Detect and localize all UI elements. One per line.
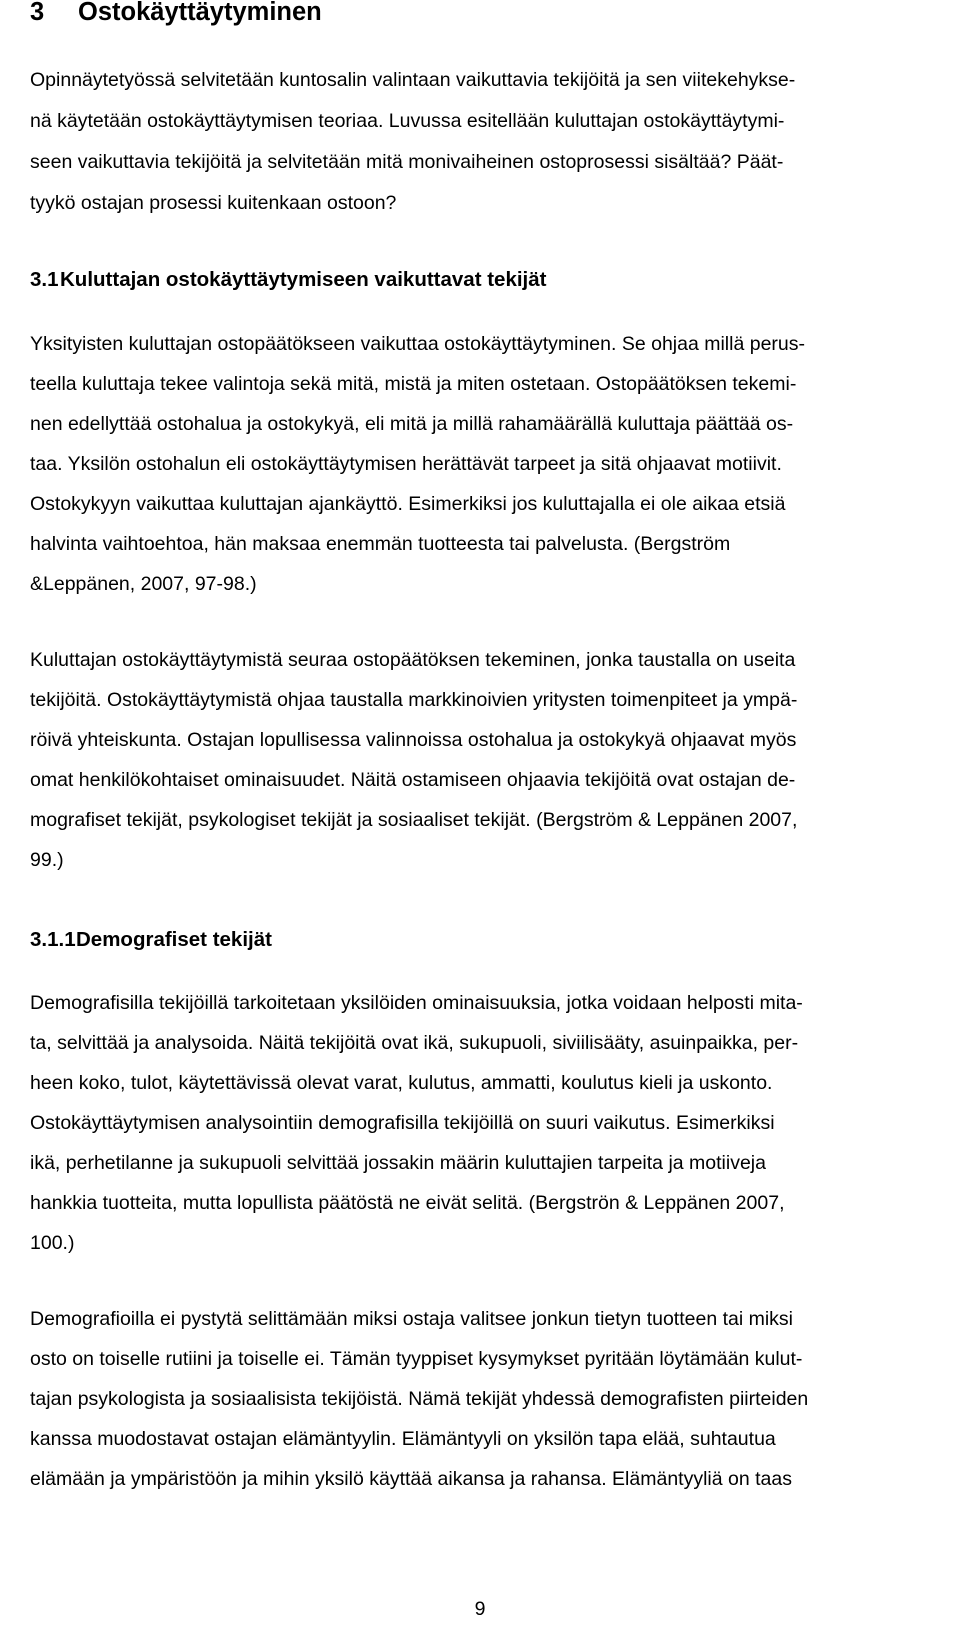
paragraph-line: halvinta vaihtoehtoa, hän maksaa enemmän tuotteesta tai palvelusta. (Bergström <box>30 533 731 555</box>
paragraph-line: heen koko, tulot, käytettävissä olevat varat, kulutus, ammatti, koulutus kieli ja uskonto. <box>30 1072 773 1094</box>
intro-line: Opinnäytetyössä selvitetään kuntosalin valintaan vaikuttavia tekijöitä ja sen viitekehykse- <box>30 69 796 91</box>
paragraph-line: Ostokäyttäytymisen analysointiin demografisilla tekijöillä on suuri vaikutus. Esimerkiksi <box>30 1112 775 1134</box>
paragraph-line: Demografisilla tekijöillä tarkoitetaan yksilöiden ominaisuuksia, jotka voidaan helposti mita- <box>30 992 803 1014</box>
paragraph-line: tajan psykologista ja sosiaalisista tekijöistä. Nämä tekijät yhdessä demografisten piirteiden <box>30 1388 809 1410</box>
section-heading <box>30 270 546 291</box>
paragraph-line: Demografioilla ei pystytä selittämään miksi ostaja valitsee jonkun tietyn tuotteen tai miksi <box>30 1308 794 1330</box>
paragraph-line: nen edellyttää ostohalua ja ostokykyä, eli mitä ja millä rahamäärällä kuluttaja päättää os- <box>30 413 794 435</box>
paragraph-line: taa. Yksilön ostohalun eli ostokäyttäytymisen herättävät tarpeet ja sitä ohjaavat motiivit. <box>30 453 782 475</box>
paragraph-line: Kuluttajan ostokäyttäytymistä seuraa ostopäätöksen tekeminen, jonka taustalla on useita <box>30 649 796 671</box>
paragraph-line: ikä, perhetilanne ja sukupuoli selvittää jossakin määrin kuluttajien tarpeita ja motiiveja <box>30 1152 766 1174</box>
section-title: Kuluttajan ostokäyttäytymiseen vaikuttavat tekijät <box>60 268 547 291</box>
page-number: 9 <box>474 1598 486 1620</box>
subsection-title: Demografiset tekijät <box>76 928 272 951</box>
paragraph-line: Yksityisten kuluttajan ostopäätökseen vaikuttaa ostokäyttäytyminen. Se ohjaa millä perus- <box>30 333 806 355</box>
paragraph-line: teella kuluttaja tekee valintoja sekä mitä, mistä ja miten ostetaan. Ostopäätöksen tekemi- <box>30 373 797 395</box>
paragraph-line: 100.) <box>30 1232 75 1254</box>
intro-line: seen vaikuttavia tekijöitä ja selvitetään mitä monivaiheinen ostoprosessi sisältää? Päät- <box>30 151 784 173</box>
paragraph-line: elämään ja ympäristöön ja mihin yksilö käyttää aikansa ja rahansa. Elämäntyyliä on taas <box>30 1468 792 1490</box>
paragraph-line: omat henkilökohtaiset ominaisuudet. Näitä ostamiseen ohjaavia tekijöitä ovat ostajan de- <box>30 769 796 791</box>
paragraph-line: hankkia tuotteita, mutta lopullista päätöstä ne eivät selitä. (Bergströn & Leppänen 2007, <box>30 1192 785 1214</box>
paragraph-line: tekijöitä. Ostokäyttäytymistä ohjaa taustalla markkinoivien yritysten toimenpiteet ja ympä- <box>30 689 798 711</box>
chapter-number: 3 <box>30 0 45 26</box>
paragraph-line: mografiset tekijät, psykologiset tekijät ja sosiaaliset tekijät. (Bergström & Leppänen 2007, <box>30 809 798 831</box>
paragraph-line: &Leppänen, 2007, 97-98.) <box>30 573 257 595</box>
paragraph-line: Ostokykyyn vaikuttaa kuluttajan ajankäyttö. Esimerkiksi jos kuluttajalla ei ole aikaa etsiä <box>30 493 786 515</box>
subsection-heading <box>30 930 272 951</box>
intro-line: nä käytetään ostokäyttäytymisen teoriaa. Luvussa esitellään kuluttajan ostokäyttäytymi- <box>30 110 785 132</box>
paragraph-line: osto on toiselle rutiini ja toiselle ei. Tämän tyyppiset kysymykset pyritään löytämään kulut- <box>30 1348 803 1370</box>
subsection-number: 3.1.1 <box>30 928 76 951</box>
paragraph-line: 99.) <box>30 849 64 871</box>
intro-line: tyykö ostajan prosessi kuitenkaan ostoon? <box>30 192 397 214</box>
chapter-title: Ostokäyttäytyminen <box>78 0 322 26</box>
section-number: 3.1 <box>30 268 59 291</box>
paragraph-line: röivä yhteiskunta. Ostajan lopullisessa valinnoissa ostohalua ja ostokykyä ohjaavat myös <box>30 729 797 751</box>
paragraph-line: ta, selvittää ja analysoida. Näitä tekijöitä ovat ikä, sukupuoli, siviilisääty, asuinpaikka, per- <box>30 1032 799 1054</box>
paragraph-line: kanssa muodostavat ostajan elämäntyylin. Elämäntyyli on yksilön tapa elää, suhtautua <box>30 1428 776 1450</box>
chapter-heading <box>30 0 322 26</box>
